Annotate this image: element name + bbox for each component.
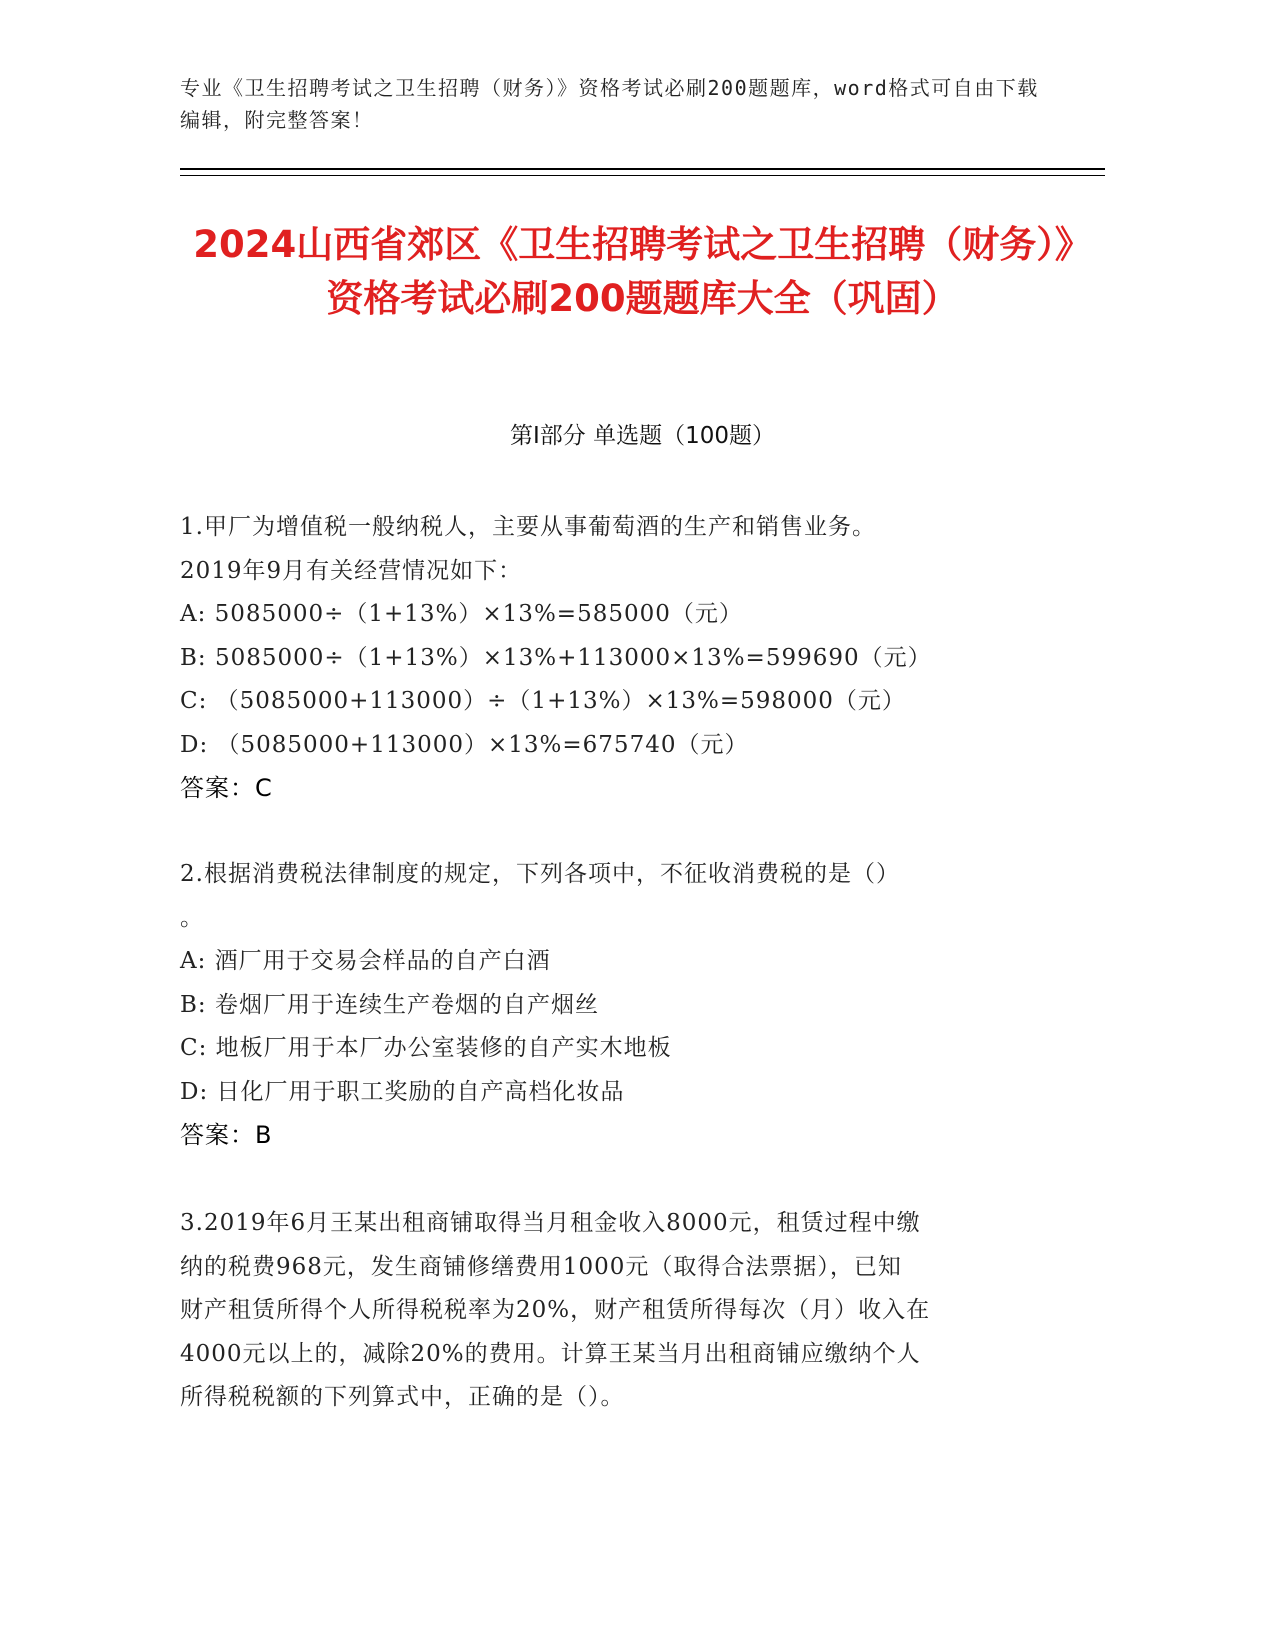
question-3-stem-line-4: 4000元以上的，减除20%的费用。计算王某当月出租商铺应缴纳个人 [180,1340,921,1367]
question-1-answer: 答案：C [180,774,273,802]
question-2-option-d: D: 日化厂用于职工奖励的自产高档化妆品 [180,1078,625,1105]
question-3-stem-line-2: 纳的税费968元，发生商铺修缮费用1000元（取得合法票据），已知 [180,1253,902,1280]
question-2-answer: 答案：B [180,1121,273,1149]
document-title: 2024山西省郊区《卫生招聘考试之卫生招聘（财务）》资格考试必刷200题题库大全（巩固） [193,223,1092,320]
question-1-option-c: C: （5085000+113000）÷（1+13%）×13%=598000（元） [180,688,906,714]
question-1-option-b: B: 5085000÷（1+13%）×13%+113000×13%=599690（元） [180,644,932,671]
question-1 [180,506,1040,811]
question-1-option-a: A: 5085000÷（1+13%）×13%=585000（元） [180,601,743,627]
question-2-stem-line-1: 2.根据消费税法律制度的规定，下列各项中，不征收消费税的是（） [180,861,900,887]
question-3-stem-line-1: 3.2019年6月王某出租商铺取得当月租金收入8000元，租赁过程中缴 [180,1210,921,1236]
question-3 [180,1202,1040,1420]
question-1-stem-line-1: 1.甲厂为增值税一般纳税人，主要从事葡萄酒的生产和销售业务。 [180,514,876,540]
question-2-option-a: A: 酒厂用于交易会样品的自产白酒 [180,948,551,974]
header-divider-thick [180,168,1105,170]
question-3-stem-line-5: 所得税税额的下列算式中，正确的是（）。 [180,1384,625,1410]
question-3-stem-line-3: 财产租赁所得个人所得税税率为20%，财产租赁所得每次（月）收入在 [180,1297,931,1323]
question-1-stem-line-2: 2019年9月有关经营情况如下： [180,557,523,584]
question-2-option-b: B: 卷烟厂用于连续生产卷烟的自产烟丝 [180,991,599,1018]
question-2 [180,853,1040,1158]
question-2-option-c: C: 地板厂用于本厂办公室装修的自产实木地板 [180,1035,672,1061]
header-note: 专业《卫生招聘考试之卫生招聘（财务）》资格考试必刷200题题库，word格式可自由下载编辑，附完整答案！ [180,76,1039,132]
header-divider-thin [180,175,1105,176]
section-heading: 第I部分 单选题（100题） [510,423,775,449]
question-1-option-d: D: （5085000+113000）×13%=675740（元） [180,731,749,758]
question-2-stem-line-2: 。 [180,904,204,931]
